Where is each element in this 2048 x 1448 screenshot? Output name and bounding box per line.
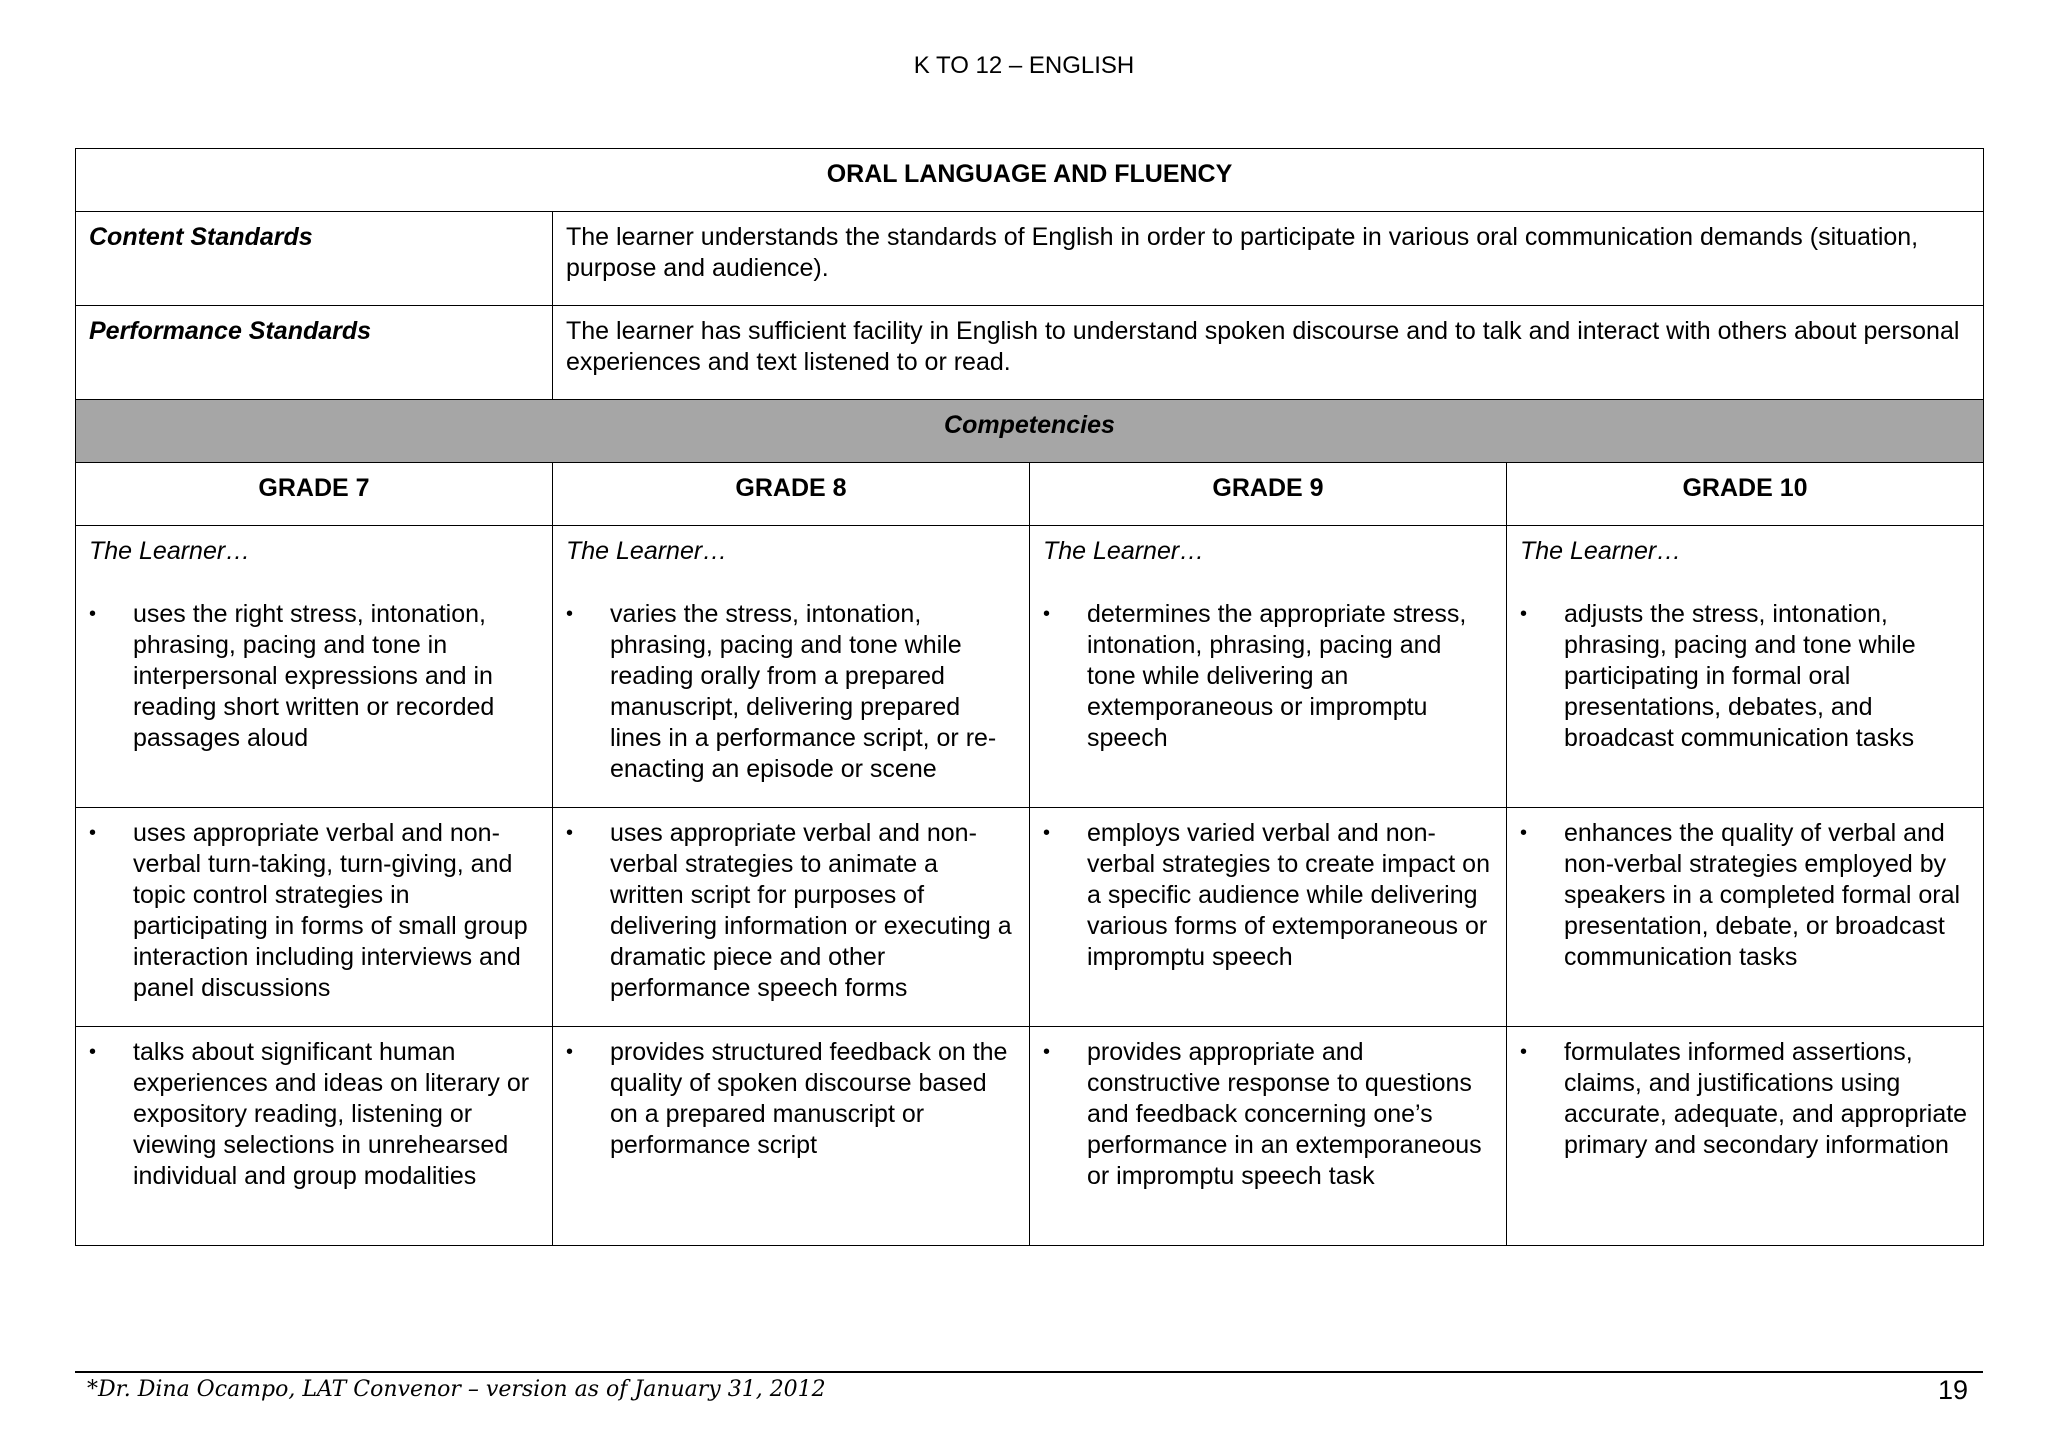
footer-note: *Dr. Dina Ocampo, LAT Convenor – version as of January 31, 2012 xyxy=(87,1377,826,1402)
standard-label: Content Standards xyxy=(76,212,553,306)
competency-text: employs varied verbal and non-verbal strategies to create impact on a specific audience while delivering various forms of extemporaneous or impromptu speech xyxy=(1087,819,1490,971)
standard-label: Performance Standards xyxy=(76,306,553,400)
competency-cell xyxy=(1507,1027,1984,1246)
competency-cell xyxy=(76,1027,553,1246)
standard-row xyxy=(76,212,1984,306)
competency-text: provides appropriate and constructive response to questions and feedback concerning one’s performance in an extemporaneous or impromptu speech task xyxy=(1087,1038,1482,1190)
competency-cell xyxy=(1030,808,1507,1027)
competency-cell xyxy=(1030,1027,1507,1246)
competency-text: uses appropriate verbal and non-verbal strategies to animate a written script for purposes of delivering information or executing a dramatic piece and other performance speech forms xyxy=(610,819,1012,1002)
grade-heading: GRADE 10 xyxy=(1507,463,1984,526)
competency-row xyxy=(76,526,1984,808)
section-title: ORAL LANGUAGE AND FLUENCY xyxy=(76,149,1984,212)
competency-text: provides structured feedback on the quality of spoken discourse based on a prepared manuscript or performance script xyxy=(610,1038,1008,1159)
competency-cell xyxy=(1030,526,1507,808)
competency-text: uses appropriate verbal and non-verbal turn-taking, turn-giving, and topic control strategies in participating in forms of small group interaction including interviews and panel discussions xyxy=(133,819,528,1002)
learner-intro: The Learner… xyxy=(1520,537,1682,565)
bullet-icon: • xyxy=(1043,1041,1051,1063)
competency-cell xyxy=(553,526,1030,808)
learner-intro: The Learner… xyxy=(566,537,728,565)
bullet-icon: • xyxy=(89,822,97,844)
grade-heading: GRADE 8 xyxy=(553,463,1030,526)
competency-row xyxy=(76,808,1984,1027)
grade-heading: GRADE 9 xyxy=(1030,463,1507,526)
competency-row xyxy=(76,1027,1984,1246)
competency-text: enhances the quality of verbal and non-verbal strategies employed by speakers in a completed formal oral presentation, debate, or broadcast communication tasks xyxy=(1564,819,1961,971)
bullet-icon: • xyxy=(1043,822,1051,844)
standard-row xyxy=(76,306,1984,400)
learner-intro: The Learner… xyxy=(1043,537,1205,565)
competency-cell xyxy=(1507,526,1984,808)
standard-text: The learner has sufficient facility in English to understand spoken discourse and to talk and interact with others about personal experiences and text listened to or read. xyxy=(553,306,1984,400)
page-number: 19 xyxy=(1937,1375,1968,1405)
footer-divider xyxy=(75,1371,1983,1373)
bullet-icon: • xyxy=(566,1041,574,1063)
competency-text: determines the appropriate stress, intonation, phrasing, pacing and tone while delivering an extemporaneous or impromptu speech xyxy=(1087,600,1467,752)
bullet-icon: • xyxy=(1520,603,1528,625)
bullet-icon: • xyxy=(1043,603,1051,625)
bullet-icon: • xyxy=(89,603,97,625)
competency-text: varies the stress, intonation, phrasing, pacing and tone while reading orally from a prepared manuscript, delivering prepared lines in a performance script, or re-enacting an episode or scene xyxy=(610,600,997,783)
section-title-row xyxy=(76,149,1984,212)
competencies-header-row xyxy=(76,400,1984,463)
competency-cell xyxy=(1507,808,1984,1027)
competency-text: adjusts the stress, intonation, phrasing, pacing and tone while participating in formal oral presentations, debates, and broadcast communication tasks xyxy=(1564,600,1916,752)
standard-text: The learner understands the standards of English in order to participate in various oral communication demands (situation, purpose and audience). xyxy=(553,212,1984,306)
competency-cell xyxy=(76,808,553,1027)
competency-text: talks about significant human experiences and ideas on literary or expository reading, listening or viewing selections in unrehearsed individual and group modalities xyxy=(133,1038,530,1190)
grade-heading: GRADE 7 xyxy=(76,463,553,526)
competency-text: formulates informed assertions, claims, and justifications using accurate, adequate, and appropriate primary and secondary information xyxy=(1564,1038,1968,1159)
bullet-icon: • xyxy=(1520,822,1528,844)
competency-text: uses the right stress, intonation, phrasing, pacing and tone in interpersonal expressions and in reading short written or recorded passages aloud xyxy=(133,600,495,752)
bullet-icon: • xyxy=(1520,1041,1528,1063)
competencies-heading: Competencies xyxy=(76,400,1984,463)
learner-intro: The Learner… xyxy=(89,537,251,565)
competency-cell xyxy=(553,808,1030,1027)
grade-header-row xyxy=(76,463,1984,526)
bullet-icon: • xyxy=(566,822,574,844)
competency-cell xyxy=(553,1027,1030,1246)
bullet-icon: • xyxy=(89,1041,97,1063)
curriculum-table xyxy=(75,148,1984,1246)
page-header-title: K TO 12 – ENGLISH xyxy=(913,52,1135,79)
bullet-icon: • xyxy=(566,603,574,625)
competency-cell xyxy=(76,526,553,808)
